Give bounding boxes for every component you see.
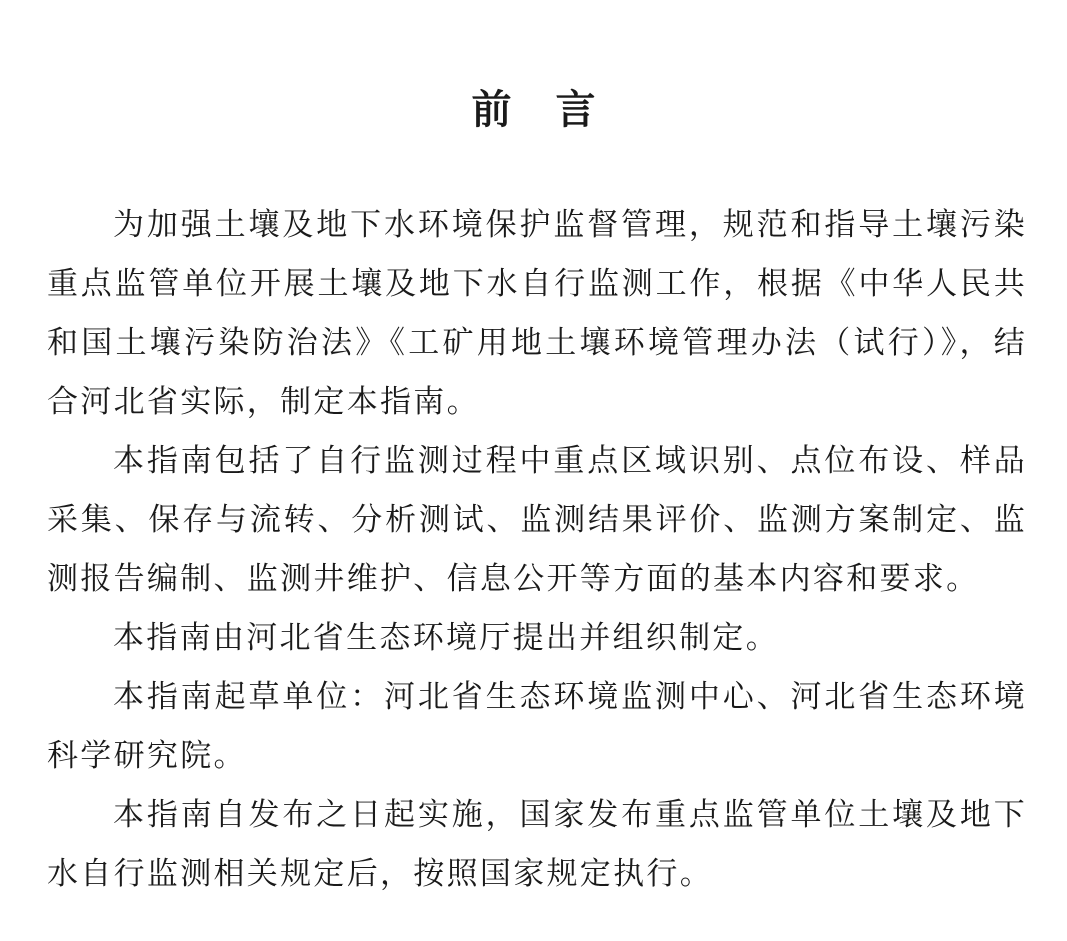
paragraph-drafters: 本指南起草单位：河北省生态环境监测中心、河北省生态环境科学研究院。 (47, 679, 1027, 774)
paragraph-purpose: 为加强土壤及地下水环境保护监督管理，规范和指导土壤污染重点监管单位开展土壤及地下水自行监测工作，根据《中华人民共和国土壤污染防治法》《工矿用地土壤环境管理办法（试行）》，结合河北省实际，制定本指南。 (47, 207, 1027, 420)
paragraph-proposer: 本指南由河北省生态环境厅提出并组织制定。 (113, 620, 779, 656)
page-title: 前言 (471, 87, 640, 133)
document-body (47, 196, 1027, 904)
paragraph-effective-date: 本指南自发布之日起实施，国家发布重点监管单位土壤及地下水自行监测相关规定后，按照国家规定执行。 (47, 797, 1027, 892)
paragraph-scope: 本指南包括了自行监测过程中重点区域识别、点位布设、样品采集、保存与流转、分析测试、监测结果评价、监测方案制定、监测报告编制、监测井维护、信息公开等方面的基本内容和要求。 (47, 443, 1027, 597)
